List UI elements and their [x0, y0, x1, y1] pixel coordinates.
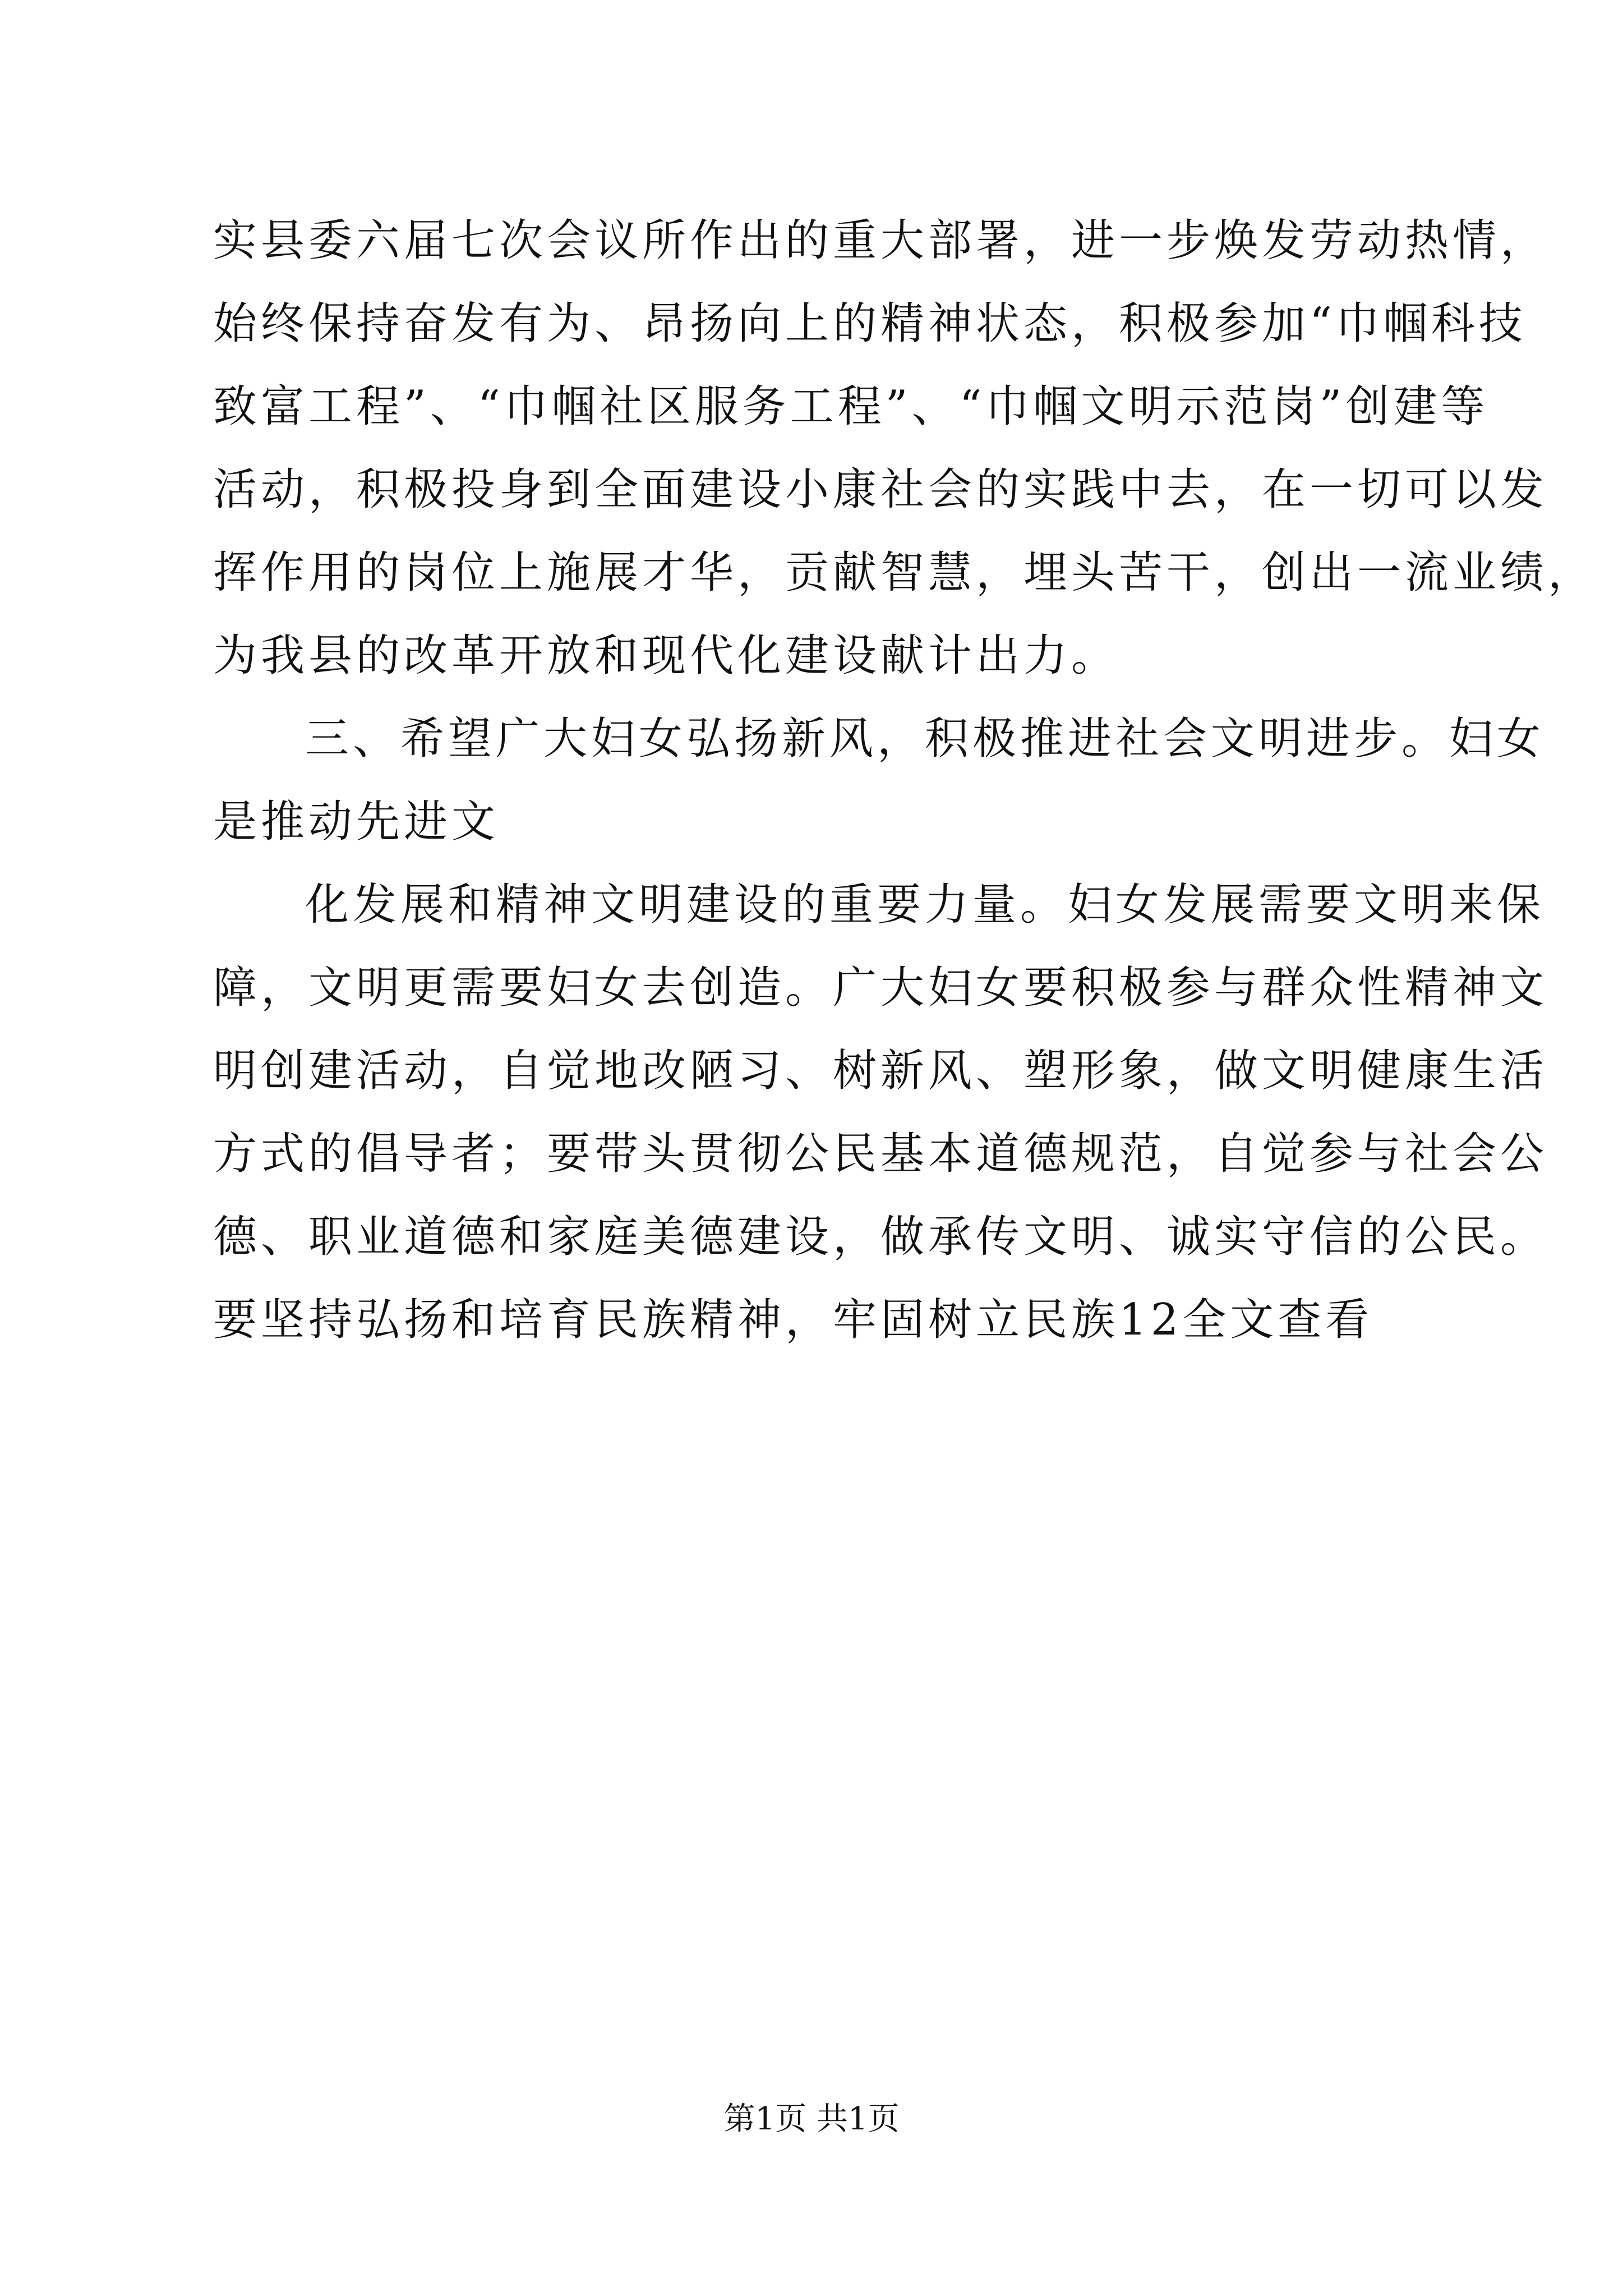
paragraph-heading-line: 三、希望广大妇女弘扬新风，积极推进社会文明进步。妇女	[305, 714, 1545, 764]
text-line: 是推动先进文	[213, 797, 500, 847]
paragraph-start-line: 化发展和精神文明建设的重要力量。妇女发展需要文明来保	[305, 880, 1545, 930]
text-line: 挥作用的岗位上施展才华，贡献智慧，埋头苦干，创出一流业绩，	[213, 547, 1596, 598]
page-footer: 第1页 共1页	[723, 2101, 900, 2137]
text-line-read-more: 要坚持弘扬和培育民族精神，牢固树立民族12全文查看	[213, 1295, 1373, 1345]
text-line: 实县委六届七次会议所作出的重大部署，进一步焕发劳动热情，	[213, 215, 1548, 266]
text-line: 明创建活动，自觉地改陋习、树新风、塑形象，做文明健康生活	[213, 1046, 1548, 1096]
text-line: 始终保持奋发有为、昂扬向上的精神状态，积极参加“巾帼科技	[213, 298, 1527, 349]
text-line: 德、职业道德和家庭美德建设，做承传文明、诚实守信的公民。	[213, 1212, 1548, 1262]
document-body	[213, 199, 1596, 1361]
text-line: 活动，积极投身到全面建设小康社会的实践中去，在一切可以发	[213, 464, 1548, 515]
text-line: 为我县的改革开放和现代化建设献计出力。	[213, 631, 1119, 681]
text-line: 方式的倡导者；要带头贯彻公民基本道德规范，自觉参与社会公	[213, 1129, 1548, 1179]
text-line: 障，文明更需要妇女去创造。广大妇女要积极参与群众性精神文	[213, 963, 1548, 1013]
text-line: 致富工程”、“巾帼社区服务工程”、“巾帼文明示范岗”创建等	[213, 381, 1489, 432]
